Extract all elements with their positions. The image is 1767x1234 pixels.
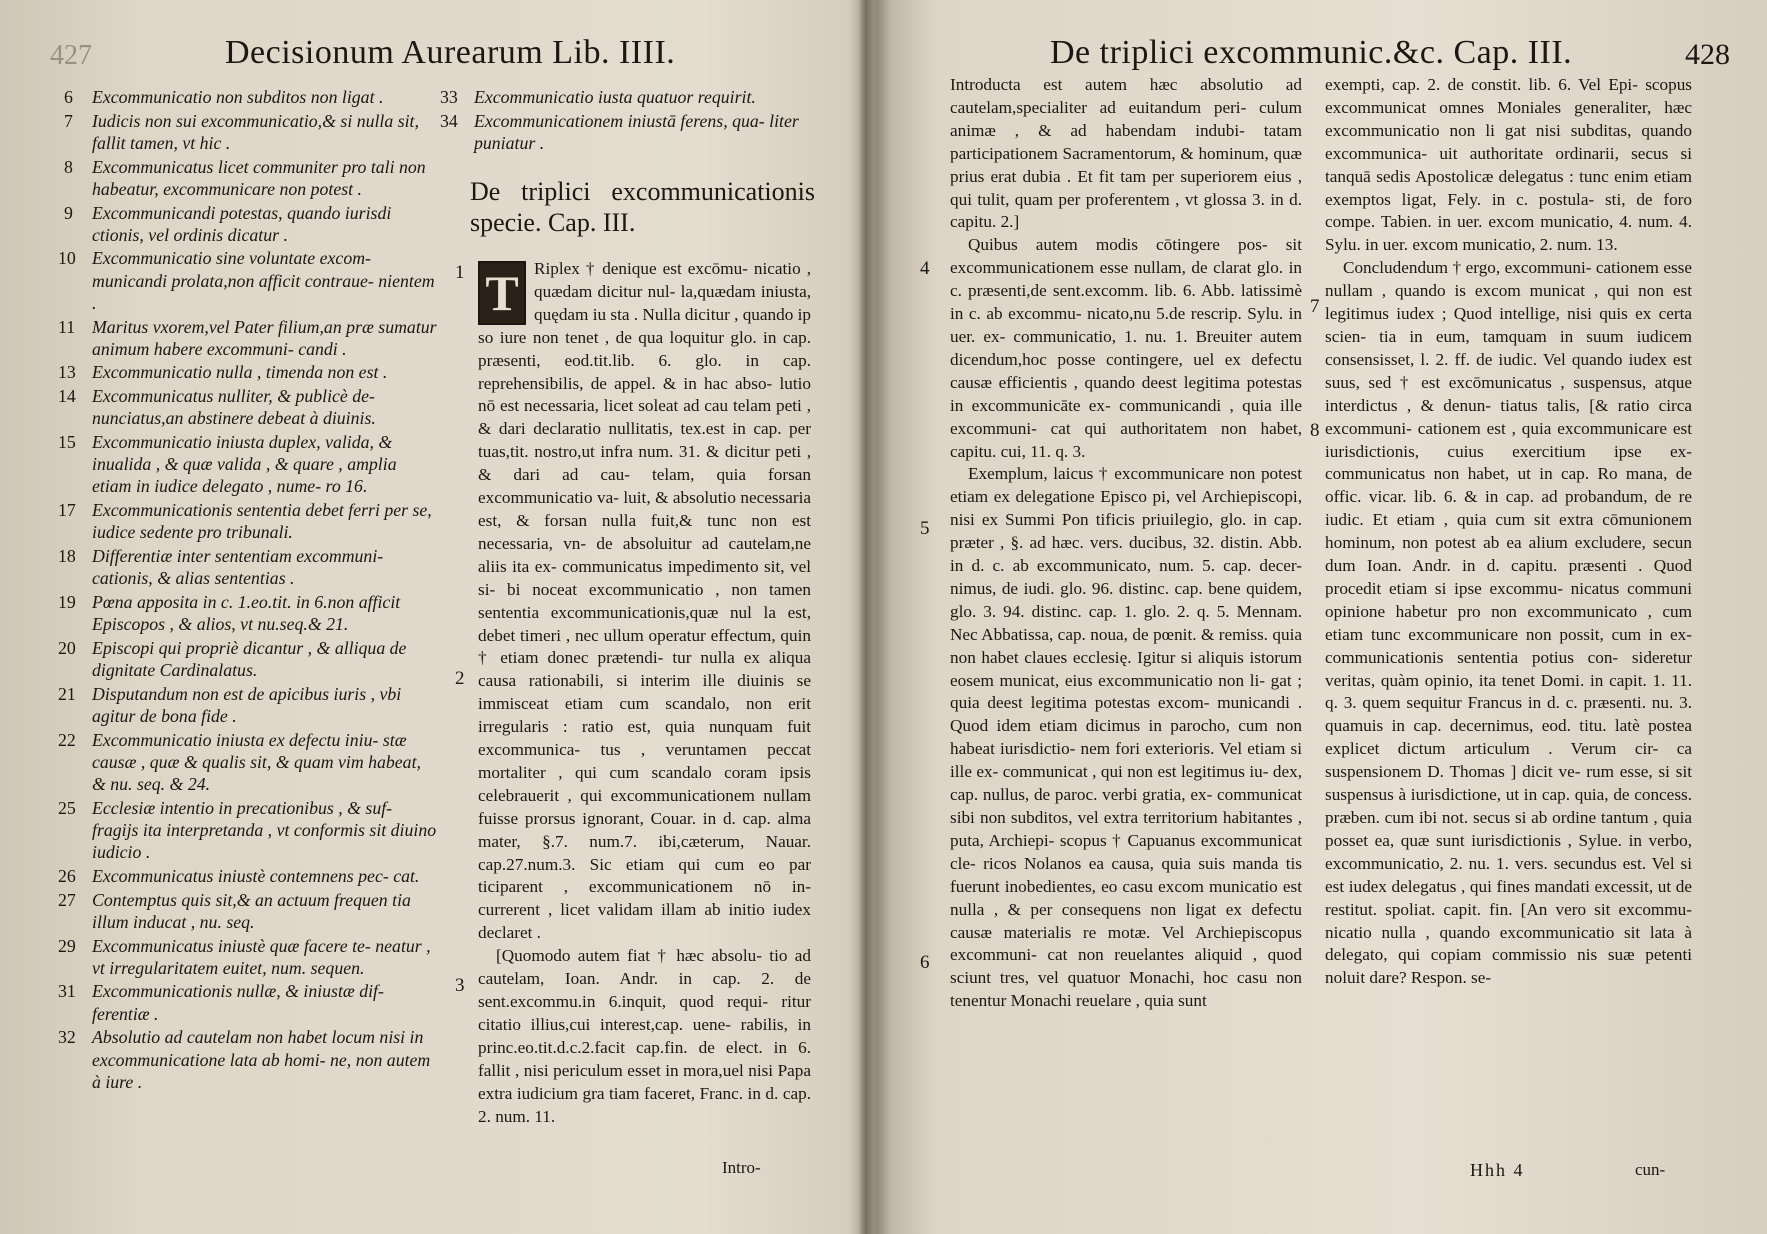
margin-number: 4 bbox=[920, 258, 930, 279]
text-column-1 bbox=[950, 74, 1302, 1013]
chapter-body bbox=[478, 258, 811, 1128]
index-entry-number: 7 bbox=[64, 110, 73, 131]
index-entry-text: Excommunicatus nulliter, & publicè de- nunciatus,an abstinere debeat à diuinis. bbox=[92, 386, 376, 429]
index-entry-number: 18 bbox=[58, 546, 76, 567]
index-entry bbox=[64, 110, 438, 154]
index-entry bbox=[58, 865, 438, 887]
index-entry-text: Excommunicatus iniustè quæ facere te- neatur , vt irregularitatem euitet, num. sequen. bbox=[92, 935, 431, 978]
index-entry-text: Excommunicatio non subditos non ligat . bbox=[92, 87, 384, 107]
text-column-2 bbox=[1325, 74, 1692, 990]
index-entry-number: 26 bbox=[58, 865, 76, 886]
margin-number: 7 bbox=[1310, 296, 1320, 317]
index-entry bbox=[58, 683, 438, 727]
index-entry-text: Excommunicatio iniusta ex defectu iniu- stæ causæ , quæ & qualis sit, & quam vim habeat, & nu. seq. & 24. bbox=[92, 729, 421, 795]
index-entry bbox=[58, 247, 438, 314]
index-entry-number: 10 bbox=[58, 248, 76, 269]
margin-number: 5 bbox=[920, 518, 930, 539]
left-page bbox=[0, 0, 862, 1234]
index-entry-text: Ecclesiæ intentio in precationibus , & suf- fragijs ita interpretanda , vt conformis sit diuino iudicio . bbox=[92, 797, 437, 863]
index-entry-number: 33 bbox=[440, 87, 458, 107]
index-entry bbox=[58, 316, 438, 360]
index-entry-text: Excommunicatio iusta quatuor requirit. bbox=[474, 87, 756, 107]
index-entry bbox=[440, 110, 812, 154]
index-entry-number: 11 bbox=[58, 316, 76, 337]
index-entry-number: 20 bbox=[58, 637, 76, 658]
index-entry bbox=[58, 385, 438, 429]
index-entry bbox=[58, 361, 438, 383]
index-entry bbox=[58, 935, 438, 979]
body-paragraph: Exemplum, laicus † excommunicare non potest etiam ex delegatione Episco pi, vel Archiepiscopi, nisi ex Summi Pon tificis priuilegio, glo. in cap. præter , §. ad hæc. vers. ducibus, 32. distin. Abb. in d. c. ab excommunicato, num. 5. cap. decer- nimus, de iudi. glo. 96. distinc. cap. bene quidem, glo. 3. 94. distinc. cap. 1. glo. 2. q. 5. Mennam. Nec Abbatissa, cap. noua, de pœnit. & remiss. quia non habet claues ecclesię. Igitur si aliquis istorum eosem municat, eius excommunicatio non li- gat ; quia deest legitima potestas excom- municandi . Quod idem etiam dicimus in parocho, cum non habeat iurisdictio- nem fori exterioris. Vel etiam si ille ex- communicat , qui non est legitimus iu- dex, cap. nullus, de paroc. verbi gratia, ex- communicat sibi non subditos, vel extra territorium habitantes , puta, Archiepi- scopus † Capuanus excommunicat cle- ricos Nolanos ea causa, quia suis manda tis fuerunt inobedientes, eo casu excom municatio est nulla , & per consequens non ligat ex defectu causæ materialis re motæ. Vel Archiepiscopus excommuni- cat non reuelantes aliquid , quod sciunt tres, vel quatuor Monachi, hoc casu non tenentur Monachi reuelare , quia sunt bbox=[950, 464, 1302, 1011]
index-entry bbox=[58, 591, 438, 635]
margin-number: 1 bbox=[455, 262, 465, 283]
index-entry-text: Iudicis non sui excommunicatio,& si nulla sit, fallit tamen, vt hic . bbox=[92, 110, 419, 153]
margin-number: 2 bbox=[455, 668, 465, 689]
index-entry-number: 14 bbox=[58, 386, 76, 407]
index-entry-text: Pœna apposita in c. 1.eo.tit. in 6.non afficit Episcopos , & alios, vt nu.seq.& 21. bbox=[92, 591, 401, 635]
index-entry-text: Maritus vxorem,vel Pater filium,an præ sumatur animum habere excommuni- candi . bbox=[92, 316, 437, 359]
body-paragraph: exempti, cap. 2. de constit. lib. 6. Vel Epi- scopus excommunicat omnes Moniales generaliter, hæc excommunicatio non li gat nisi subditas, quando excommunica- uit authoritate ordinarii, secus si tanquā sedis Apostolicæ delegatus : tunc enim etiam exemptos ligat, Fely. in c. postula- sti, de foro compe. Tabien. in uer. excom municatio, 4. num. 4. Sylu. in uer. excom municatio, 2. num. 13. bbox=[1325, 75, 1692, 255]
index-entry bbox=[58, 797, 438, 864]
index-entry bbox=[64, 156, 438, 200]
index-entry-number: 27 bbox=[58, 889, 76, 910]
index-entry-text: Disputandum non est de apicibus iuris , vbi agitur de bona fide . bbox=[92, 683, 402, 726]
index-entry-text: Differentiæ inter sententiam excommuni- cationis, & alias sententias . bbox=[92, 546, 384, 589]
index-entry-text: Excommunicationem iniustā ferens, qua- liter puniatur . bbox=[474, 110, 799, 153]
signature-mark: Hhh 4 bbox=[1470, 1160, 1525, 1180]
index-entry-number: 34 bbox=[440, 110, 458, 131]
body-paragraph: Concludendum † ergo, excommuni- cationem esse nullam , quando is excom municat , qui non est legitimus iudex ; Quod intellige, nisi quis ex certa scien- tia in eum, tamquam in suum iudicem consensisset, l. 2. ff. de iudic. Vel quando iudex est suus, sed † est excōmunicatus , suspensus, atque interdictus , & denun- tiatus talis, [& ratio circa excommuni- cationem est , quia excommunicare est iurisdictionis, cuius exercitium ipse ex- communicatus non habet, ut in cap. Ro mana, de offic. vicar. lib. 6. & in cap. ad probandum, de re iudic. Et etiam , quia cum sit extra cōmunionem hominum, non potest ab ea alium excludere, secun dum Ioan. Andr. in d. capitu. præsenti . Quod procedit etiam si ipse excommu- nicatus communi opinione habetur pro non excommunicato , cum etiam tunc excommunicare non possit, cum in ex- communicationis sententia potius con- sideretur veritas, quàm opinio, ita tenet Domi. in capit. 1. 11. q. 3. quem sequitur Francus in d. c. præsenti. nu. 3. quamuis in cap. decernimus, eod. titu. latè postea explicet dictum articulum . Verum cir- ca suspensionem D. Thomas ] dicit ve- rum esse, si sit suspensus à iurisdictione, ut in cap. quia, de concess. præben. cum ibi not. secus si ab ordine tantum , quia posset ea, quæ sunt iurisdictionis , Sylue. in verbo, excommunicatio, 2. nu. 1. vers. secundus est. Vel si est iudex delegatus , qui fines mandati excessit, ut de restitut. spoliat. capit. fin. [An vero sit excommu- nicatio nulla , quando excommunicatio sit lata à delegato, qui copiam commissio nis suæ petenti noluit dare? Respon. se- bbox=[1325, 258, 1692, 988]
body-paragraph: Introducta est autem hæc absolutio ad cautelam,specialiter ad euitandum peri- culum animæ , & ad habendam indubi- tatam participationem Sacramentorum, & hominum, quæ prius erat dubia . Et fit tam per superiorem eius , qui tulit, quam per proferentem , vt glossa 3. in d. capitu. 2.] bbox=[950, 75, 1302, 232]
index-entry-number: 17 bbox=[58, 500, 76, 521]
index-entry-number: 22 bbox=[58, 729, 76, 750]
margin-number: 3 bbox=[455, 975, 465, 996]
index-entry-text: Excommunicationis nullæ, & iniustæ dif- ferentiæ . bbox=[92, 981, 384, 1024]
index-entry-number: 13 bbox=[58, 362, 76, 383]
index-entry bbox=[58, 545, 438, 589]
index-entry-number: 31 bbox=[58, 981, 76, 1002]
index-entry-text: Excommunicatio sine voluntate excom- municandi prolata,non afficit contraue- nientem . bbox=[92, 248, 435, 313]
right-page bbox=[870, 0, 1767, 1234]
body-paragraph bbox=[478, 258, 811, 945]
index-entry bbox=[58, 431, 438, 498]
index-entry bbox=[58, 889, 438, 933]
chapter-title: De triplici excommunicationis specie. Cap. III. bbox=[470, 177, 815, 237]
body-paragraph: [Quomodo autem fiat † hæc absolu- tio ad cautelam, Ioan. Andr. in cap. 2. de sent.excommu.in 6.inquit, quod requi- ritur citatio illius,cui interest,cap. uene- rabilis, in princ.eo.tit.d.c.2.facit cap.fin. de elect. in 6. fallit , nisi periculum esset in mora,uel nisi Papa extra iudicium gra tiam faceret, Franc. in d. cap. 2. num. 11. bbox=[478, 946, 811, 1126]
running-head-left: Decisionum Aurearum Lib. IIII. bbox=[225, 34, 676, 71]
index-entry bbox=[440, 86, 812, 108]
dropcap-initial: T bbox=[478, 261, 526, 325]
index-entry-text: Excommunicatus licet communiter pro tali non habeatur, excommunicare non potest . bbox=[92, 156, 426, 199]
index-entry-number: 21 bbox=[58, 683, 76, 704]
index-entry-number: 15 bbox=[58, 432, 76, 453]
catchword-left: Intro- bbox=[722, 1158, 761, 1177]
index-entry-number: 25 bbox=[58, 797, 76, 818]
index-entry bbox=[58, 637, 438, 681]
index-entry bbox=[58, 1026, 438, 1093]
index-entry-text: Excommunicationis sententia debet ferri per se, iudice sedente pro tribunali. bbox=[92, 500, 432, 543]
index-entry-text: Excommunicandi potestas, quando iurisdi ctionis, vel ordinis dicatur . bbox=[92, 202, 392, 245]
catchword-right: cun- bbox=[1635, 1160, 1666, 1179]
summary-index-col-b bbox=[440, 86, 812, 156]
index-entry-text: Absolutio ad cautelam non habet locum nisi in excommunicatione lata ab homi- ne, non autem à iure . bbox=[92, 1027, 431, 1092]
index-entry-number: 29 bbox=[58, 935, 76, 956]
body-paragraph: Quibus autem modis cōtingere pos- sit excommunicationem esse nullam, de clarat glo. in c. præsenti,de sent.excomm. lib. 6. Abb. latissimè in c. ab excommu- nicato,nu 5.de rescrip. Sylu. in uer. ex- communicatio, 1. nu. 1. Breuiter autem dicendum,hoc posse contingere, uel ex defectu causæ efficientis , quando deest legitima potestas in excommunicāte ex- communicandi , quia ille excommuni- cat qui authoritatem non habet, capitu. cui, 11. q. 3. bbox=[950, 235, 1302, 461]
index-entry bbox=[58, 729, 438, 796]
folio-number: 428 bbox=[1685, 38, 1730, 71]
margin-number: 6 bbox=[920, 952, 930, 973]
index-entry bbox=[58, 499, 438, 543]
margin-number: 8 bbox=[1310, 420, 1320, 441]
running-head-right: De triplici excommunic.&c. Cap. III. bbox=[1050, 34, 1573, 71]
index-entry-number: 8 bbox=[64, 156, 73, 177]
body-text: Riplex † denique est excōmu- nicatio , quædam dicitur nul- la,quædam iniusta, quędam iu sta . Nulla dicitur , quando ip so iure non tenet , de qua loquitur glo. in cap. præsenti, eod.tit.lib. 6. glo. in cap. reprehensibilis, de appel. & in hac abso- lutio nō est necessaria, licet soleat ad cau telam peti , & dari declaratio nullitatis, tex.est in cap. per tuas,tit. nostro,ut infra num. 31. & dicitur peti , & dari ad cau- telam, quia forsan excommunicatio va- luit, & absolutio necessaria est, & forsan nulla fuit,& tunc non est necessaria, vn- de absoluitur ad cautelam,ne aliis ita ex- communicatus impedimento sit, vel si- bi noceat excommunicatio , non tamen sententia excommunicationis,quæ nul la est, debet timeri , nec ullum operatur effectum, quin † etiam donec prætendi- tur nulla ex aliqua causa rationabili, si interim ille diuinis se immisceat etiam cum scandalo, non erit irregularis : ratio est, quia nunquam fuit excommunica- tus , veruntamen peccat mortaliter , qui cum scandalo coram ipsis celebrauerit , qui excommunicationem nullam fuisse prorsus ignorant, Couar. in d. cap. alma mater, §.7. num.7. ibi,cæterum, Nauar. cap.27.num.3. Sic etiam qui cum eo par ticiparent , excommunicationem nō in- currerent , licet validam illam ab initio iudex declaret . bbox=[478, 259, 811, 943]
index-entry-number: 19 bbox=[58, 591, 76, 612]
index-entry-text: Excommunicatio nulla , timenda non est . bbox=[92, 362, 388, 383]
index-entry-text: Excommunicatus iniustè contemnens pec- cat. bbox=[92, 865, 420, 886]
index-entry-number: 32 bbox=[58, 1027, 76, 1048]
index-entry-text: Excommunicatio iniusta duplex, valida, & inualida , & quæ valida , & quare , amplia etiam in iudice delegato , nume- ro 16. bbox=[92, 432, 397, 497]
summary-index-col-a bbox=[58, 86, 438, 1094]
index-entry-number: 6 bbox=[64, 87, 73, 107]
index-entry-number: 9 bbox=[64, 202, 73, 223]
index-entry-text: Episcopi qui propriè dicantur , & alliqua de dignitate Cardinalatus. bbox=[92, 637, 407, 681]
index-entry bbox=[64, 86, 438, 108]
index-entry bbox=[64, 202, 438, 246]
index-entry-text: Contemptus quis sit,& an actuum frequen tia illum inducat , nu. seq. bbox=[92, 889, 411, 932]
ghost-folio: 427 bbox=[50, 40, 92, 71]
index-entry bbox=[58, 980, 438, 1024]
